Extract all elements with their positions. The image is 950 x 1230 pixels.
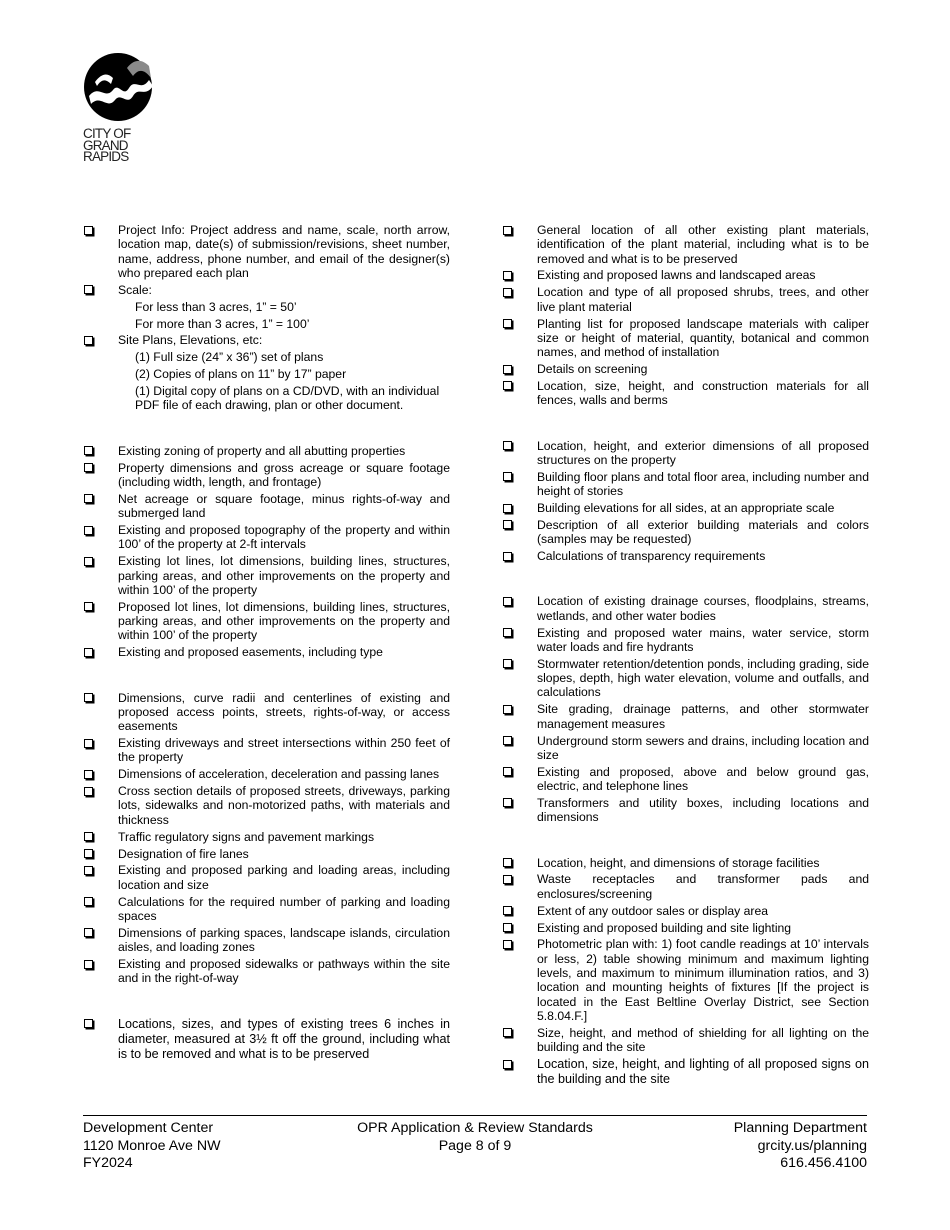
checkbox-icon[interactable] [503,923,512,932]
checklist-item[interactable] [503,518,869,547]
section-gap [503,827,869,856]
checkbox-icon[interactable] [503,504,512,513]
checklist-item[interactable] [503,856,869,870]
logo-line-1: CITY OF [83,126,131,141]
checklist-item[interactable] [84,830,450,844]
checkbox-icon[interactable] [503,705,512,714]
checklist-item[interactable] [84,554,450,597]
checklist-item[interactable] [503,594,869,623]
item-text: Existing and proposed water mains, water service, storm water loads and fire hydrants [537,625,869,654]
checkbox-icon[interactable] [84,866,93,875]
item-text: Location, height, and exterior dimensions of all proposed structures on the property [537,438,869,467]
item-text: Net acreage or square footage, minus rights-of-way and submerged land [118,491,450,521]
checkbox-icon[interactable] [503,226,512,235]
section-gap [84,988,450,1017]
item-text: Dimensions of acceleration, deceleration and passing lanes [118,767,440,782]
checklist-item[interactable] [503,796,869,825]
checkbox-icon[interactable] [84,787,93,796]
checkbox-icon[interactable] [84,336,93,345]
item-text: General location of all other existing plant materials, identification of the plant material, including what is to be removed and what is to be preserved [537,223,869,266]
checklist-item[interactable] [503,223,869,266]
checkbox-icon[interactable] [503,288,512,297]
checkbox-icon[interactable] [503,441,512,450]
checklist-item[interactable] [503,379,869,408]
checklist-item[interactable] [503,1057,869,1087]
checkbox-icon[interactable] [84,928,93,937]
checklist-item[interactable] [503,657,869,700]
section-gap [503,410,869,439]
checkbox-icon[interactable] [503,940,512,949]
checkbox-icon[interactable] [503,906,512,915]
checkbox-icon[interactable] [84,463,93,472]
checklist-item[interactable] [503,285,869,314]
checkbox-icon[interactable] [84,832,93,841]
section-gap [503,566,869,595]
item-text: Size, height, and method of shielding for all lighting on the building and the site [537,1025,869,1055]
checkbox-icon[interactable] [503,381,512,390]
item-text: Designation of fire lanes [118,846,249,861]
checkbox-icon[interactable] [84,770,93,779]
sub-item: (1) Full size (24” x 36”) set of plans [135,350,324,365]
checkbox-icon[interactable] [503,552,512,561]
sub-item: For less than 3 acres, 1” = 50’ [135,299,297,314]
checklist-item[interactable] [84,863,450,892]
checklist-item[interactable] [84,645,450,659]
checkbox-icon[interactable] [503,365,512,374]
checkbox-icon[interactable] [503,472,512,481]
item-text: Existing and proposed easements, including type [118,645,383,660]
checkbox-icon[interactable] [503,858,512,867]
item-text: Location, height, and dimensions of storage facilities [537,855,820,870]
item-text: Existing and proposed topography of the property and within 100’ of the property at 2-ft intervals [118,523,450,552]
checklist-item[interactable] [503,268,869,282]
checklist-item[interactable] [84,523,450,552]
checkbox-icon[interactable] [84,739,93,748]
item-text: Underground storm sewers and drains, including location and size [537,733,869,762]
checklist-item[interactable] [84,492,450,521]
section-gap [84,662,450,691]
item-text: Description of all exterior building materials and colors (samples may be requested) [537,517,869,547]
checkbox-icon[interactable] [84,446,93,455]
item-text: Details on screening [537,362,648,377]
right-column [503,223,869,1090]
checkbox-icon[interactable] [84,897,93,906]
item-text: Property dimensions and gross acreage or square footage (including width, length, and frontage) [118,460,450,489]
item-text: Existing and proposed building and site lighting [537,920,792,935]
footer-address: 1120 Monroe Ave NW [83,1137,221,1154]
checkbox-icon[interactable] [503,736,512,745]
item-text: Existing driveways and street intersections within 250 feet of the property [118,736,450,765]
item-text: Location, size, height, and lighting of all proposed signs on the building and the site [537,1057,869,1086]
checklist-item[interactable] [84,223,450,280]
item-text: Photometric plan with: 1) foot candle readings at 10’ intervals or less, 2) table showing minimum and maximum lighting levels, and maximum to minimum illumination ratios, and 3) location and mounting heights of fixtures [If the project is located in the East Beltline Overlay District, see Section 5.8.04.F.] [537,937,869,1023]
checkbox-icon[interactable] [503,875,512,884]
item-text: Transformers and utility boxes, including locations and dimensions [537,795,869,825]
checkbox-icon[interactable] [84,693,93,702]
section-gap [84,415,450,444]
checklist-item[interactable] [503,1026,869,1055]
checklist-item[interactable] [503,937,869,1023]
item-text: Extent of any outdoor sales or display area [537,903,769,918]
checklist-item[interactable] [503,921,869,935]
checklist-item[interactable] [84,736,450,765]
item-text: Existing and proposed sidewalks or pathways within the site and in the right-of-way [118,957,450,986]
checklist-item[interactable] [503,734,869,763]
item-text: Locations, sizes, and types of existing trees 6 inches in diameter, measured at 3½ ft off the ground, including what is to be removed and what is to be preserved [118,1016,450,1061]
item-text: Existing lot lines, lot dimensions, building lines, structures, parking areas, and other improvements on the property and within 100’ of the property [118,554,450,597]
checklist-item[interactable] [84,691,450,734]
footer-page-number: Page 8 of 9 [438,1137,512,1154]
checklist-item[interactable] [84,1017,450,1062]
checklist-item[interactable] [84,767,450,781]
item-text: Location of existing drainage courses, floodplains, streams, wetlands, and other water bodies [537,594,869,623]
checkbox-icon[interactable] [84,557,93,566]
checkbox-icon[interactable] [84,285,93,294]
item-text: Scale: [118,282,152,297]
item-text: Dimensions of parking spaces, landscape islands, circulation aisles, and loading zones [118,925,450,955]
checkbox-icon[interactable] [503,319,512,328]
city-logo-icon [83,52,155,122]
item-text: Planting list for proposed landscape materials with caliper size or height of material, quantity, botanical and common names, and method of installation [537,316,869,360]
item-text: Location, size, height, and construction materials for all fences, walls and berms [537,378,869,408]
checklist-item[interactable] [84,600,450,643]
checkbox-icon[interactable] [503,1028,512,1037]
item-text: Calculations of transparency requirements [537,549,766,564]
item-text: Proposed lot lines, lot dimensions, building lines, structures, parking areas, and other improvements on the property and within 100’ of the property [118,599,450,643]
item-text: Existing zoning of property and all abutting properties [118,443,406,458]
checkbox-icon[interactable] [503,520,512,529]
item-text: Site Plans, Elevations, etc: [118,333,263,348]
page-footer [83,1115,867,1176]
footer-org: Development Center [83,1120,214,1136]
checklist-item[interactable] [503,626,869,655]
footer-website: grcity.us/planning [757,1137,867,1154]
checkbox-icon[interactable] [503,271,512,280]
checkbox-icon[interactable] [503,767,512,776]
left-column [84,223,450,1064]
item-text: Traffic regulatory signs and pavement markings [118,829,375,844]
checkbox-icon[interactable] [84,960,93,969]
checkbox-icon[interactable] [503,597,512,606]
checklist-item[interactable] [84,461,450,490]
checklist-item[interactable] [503,904,869,918]
checklist-item[interactable] [503,702,869,731]
item-text: Site grading, drainage patterns, and other stormwater management measures [537,702,869,731]
checklist-item[interactable] [84,784,450,827]
checklist-item[interactable] [503,549,869,563]
checklist-item[interactable] [503,501,869,515]
checkbox-icon[interactable] [84,849,93,858]
logo-line-3: RAPIDS [83,149,129,164]
checkbox-icon[interactable] [503,798,512,807]
city-logo [83,52,163,163]
item-text: Dimensions, curve radii and centerlines of existing and proposed access points, streets, rights-of-way, or access easements [118,690,450,734]
checklist-item[interactable] [503,765,869,794]
item-text: Calculations for the required number of parking and loading spaces [118,894,450,923]
item-text: Stormwater retention/detention ponds, including grading, side slopes, depth, high water elevation, volume and outfalls, and calculations [537,656,869,700]
checklist-item[interactable] [503,470,869,499]
item-text: Building floor plans and total floor area, including number and height of stories [537,469,869,499]
checkbox-icon[interactable] [84,602,93,611]
footer-fiscal-year: FY2024 [83,1155,133,1171]
item-text: Existing and proposed lawns and landscaped areas [537,268,816,283]
checklist-item[interactable] [503,872,869,901]
sub-item: (1) Digital copy of plans on a CD/DVD, with an individual PDF file of each drawing, plan or other document. [135,384,440,413]
checkbox-icon[interactable] [84,648,93,657]
checklist-item[interactable] [84,444,450,458]
checkbox-icon[interactable] [503,628,512,637]
checklist-item[interactable] [84,957,450,986]
checklist-item[interactable] [503,362,869,376]
checkbox-icon[interactable] [503,1060,512,1069]
item-text: Location and type of all proposed shrubs, trees, and other live plant material [537,285,869,314]
checkbox-icon[interactable] [84,1019,93,1028]
footer-phone: 616.456.4100 [780,1155,867,1171]
checkbox-icon[interactable] [84,494,93,503]
footer-department: Planning Department [733,1120,867,1136]
item-text: Cross section details of proposed streets, driveways, parking lots, sidewalks and non-motorized paths, with materials and thickness [118,784,450,827]
logo-line-2: GRAND [83,137,128,153]
checklist-item[interactable] [84,283,450,297]
item-text: Waste receptacles and transformer pads and enclosures/screening [537,872,869,901]
sub-item: For more than 3 acres, 1” = 100’ [135,316,310,331]
sub-item: (2) Copies of plans on 11” by 17” paper [135,367,347,382]
checkbox-icon[interactable] [503,659,512,668]
checklist-item[interactable] [84,333,450,347]
checkbox-icon[interactable] [84,226,93,235]
checklist-item[interactable] [503,439,869,468]
checkbox-icon[interactable] [84,526,93,535]
item-text: Existing and proposed, above and below ground gas, electric, and telephone lines [537,764,869,793]
checklist-item[interactable] [84,847,450,861]
item-text: Building elevations for all sides, at an appropriate scale [537,501,835,515]
checklist-item[interactable] [503,317,869,360]
item-text: Existing and proposed parking and loading areas, including location and size [118,863,450,892]
item-text: Project Info: Project address and name, scale, north arrow, location map, date(s) of submission/revisions, sheet number, name, address, phone number, and email of the designer(s) who prepared each plan [118,223,450,280]
checklist-item[interactable] [84,895,450,924]
footer-doc-title: OPR Application & Review Standards [357,1120,593,1136]
checklist-item[interactable] [84,926,450,955]
